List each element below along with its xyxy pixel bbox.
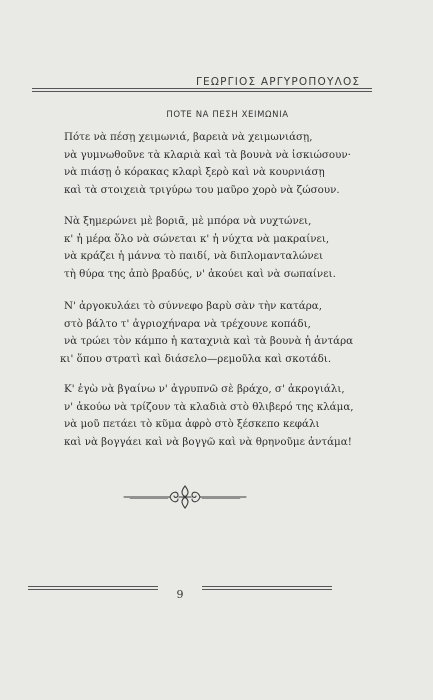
stanza-2 <box>64 213 394 284</box>
poem-line: νὰ γυμνωθοῦνε τὰ κλαριὰ καὶ τὰ βουνὰ νὰ ἰσκιώσουν· <box>64 148 351 161</box>
poem-line: ν' ἀκούω νὰ τρίζουν τὰ κλαδιὰ στὸ θλιβερό της κλάμα, <box>64 400 354 413</box>
poem-line: καὶ τὰ στοιχειὰ τριγύρω του μαῦρο χορὸ νὰ ζώσουν. <box>64 184 340 197</box>
footer-rule-left <box>28 586 158 592</box>
poem-line: κ' ἡ μέρα ὅλο νὰ σώνεται κ' ἡ νύχτα νὰ μακραίνει, <box>64 232 330 245</box>
page-number: 9 <box>176 588 184 601</box>
poem-line: νὰ τρώει τὸν κάμπο ἡ καταχνιὰ καὶ τὰ βουνὰ ἡ ἀντάρα <box>64 335 354 348</box>
running-head-rule <box>32 88 372 94</box>
stanza-4 <box>64 381 394 452</box>
footer-rule-right <box>202 586 332 592</box>
poem-line: τὴ θύρα της ἀπὸ βραδύς, ν' ἀκούει καὶ νὰ σωπαίνει. <box>64 268 336 281</box>
poem-line: στὸ βάλτο τ' ἀγριοχήναρα νὰ τρέχουνε κοπάδι, <box>64 317 311 330</box>
running-head <box>0 76 433 106</box>
fleuron-ornament-icon <box>120 482 250 512</box>
poem-line: νὰ πιάσῃ ὁ κόρακας κλαρὶ ξερὸ καὶ νὰ κουρνιάσῃ <box>64 166 325 179</box>
poem-line: Πότε νὰ πέσῃ χειμωνιά, βαρειὰ νὰ χειμωνιάσῃ, <box>64 131 313 143</box>
stanza-3 <box>60 298 394 369</box>
poem-line: νὰ κράζει ἡ μάννα τὸ παιδί, νὰ διπλομανταλώνει <box>64 250 324 263</box>
poem-title: ΠΟΤΕ ΝΑ ΠΕΣΗ ΧΕΙΜΩΝΙΑ <box>166 110 289 120</box>
poem-line: κι' ὅπου στρατὶ καὶ διάσελο—ρεμοῦλα καὶ σκοτάδι. <box>60 353 332 366</box>
poem-line: καὶ νὰ βογγάει καὶ νὰ βογγῶ καὶ νὰ θρηνοῦμε ἀντάμα! <box>64 436 352 449</box>
poem-line: Νὰ ξημερώνει μὲ βοριᾶ, μὲ μπόρα νὰ νυχτώνει, <box>64 215 312 227</box>
poem-line: νὰ μοῦ πετάει τὸ κῦμα ἀφρὸ στὸ ξέσκεπο κεφάλι <box>64 418 320 431</box>
stanza-1 <box>64 129 394 200</box>
poem-line: Κ' ἐγὼ νὰ βγαίνω ν' ἀγρυπνῶ σὲ βράχο, σ' ἀκρογιάλι, <box>64 383 345 395</box>
poem-line: Ν' ἀργοκυλάει τὸ σύννεφο βαρὺ σὰν τὴν κατάρα, <box>64 300 323 312</box>
running-head-author: ΓΕΩΡΓΙΟΣ ΑΡΓΥΡΟΠΟΥΛΟΣ <box>190 76 366 88</box>
